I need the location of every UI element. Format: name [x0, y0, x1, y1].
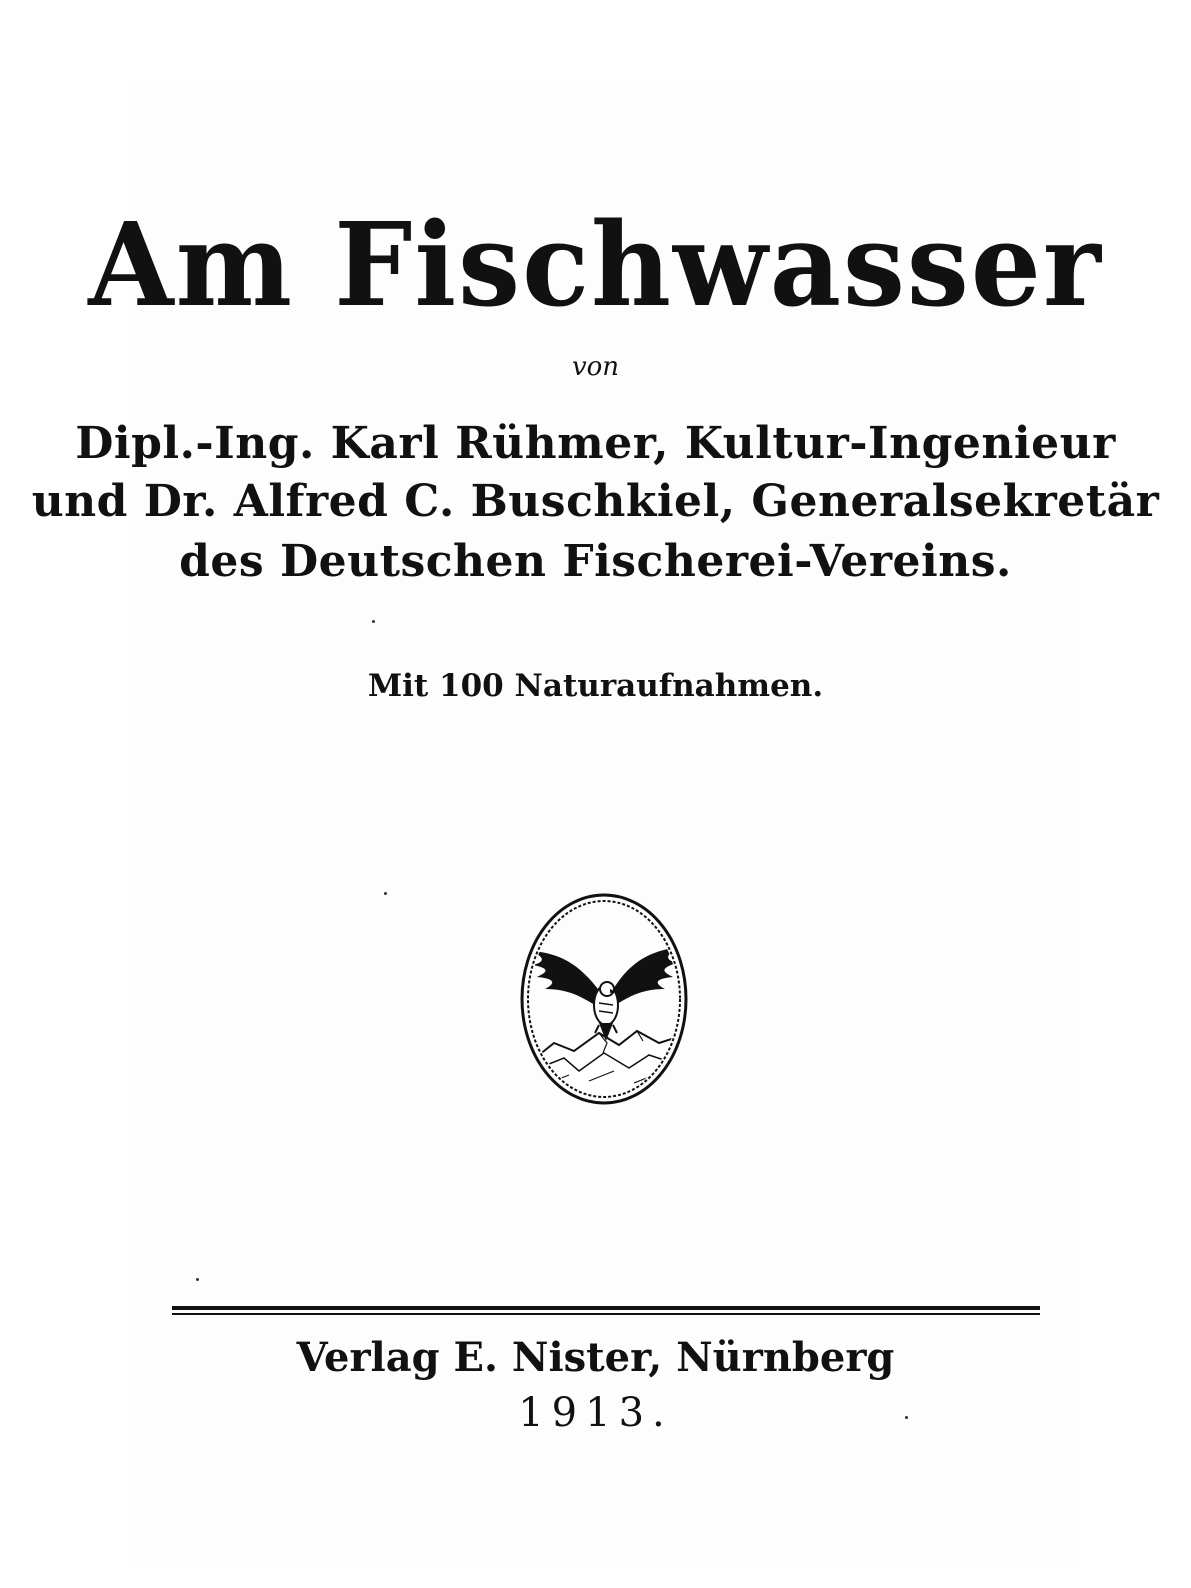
author-line-2: und Dr. Alfred C. Buschkiel, Generalsekretär: [31, 476, 1160, 527]
scan-speck: [372, 620, 375, 623]
scan-speck: [384, 892, 387, 895]
author-line-1: Dipl.-Ing. Karl Rühmer, Kultur-Ingenieur: [75, 418, 1116, 469]
by-line: von: [571, 352, 620, 382]
divider-rule-thin: [172, 1313, 1040, 1315]
scan-speck: [196, 1278, 199, 1281]
author-line-3: des Deutschen Fischerei-Vereins.: [179, 536, 1012, 587]
divider-rule-thick: [172, 1306, 1040, 1310]
scan-speck: [905, 1416, 908, 1419]
eagle-over-mountains-emblem-icon: [519, 893, 689, 1105]
publication-year: 1913.: [518, 1390, 673, 1436]
book-title: Am Fischwasser: [88, 196, 1103, 333]
illustrations-note: Mit 100 Naturaufnahmen.: [367, 668, 824, 704]
publisher-line: Verlag E. Nister, Nürnberg: [296, 1334, 895, 1381]
